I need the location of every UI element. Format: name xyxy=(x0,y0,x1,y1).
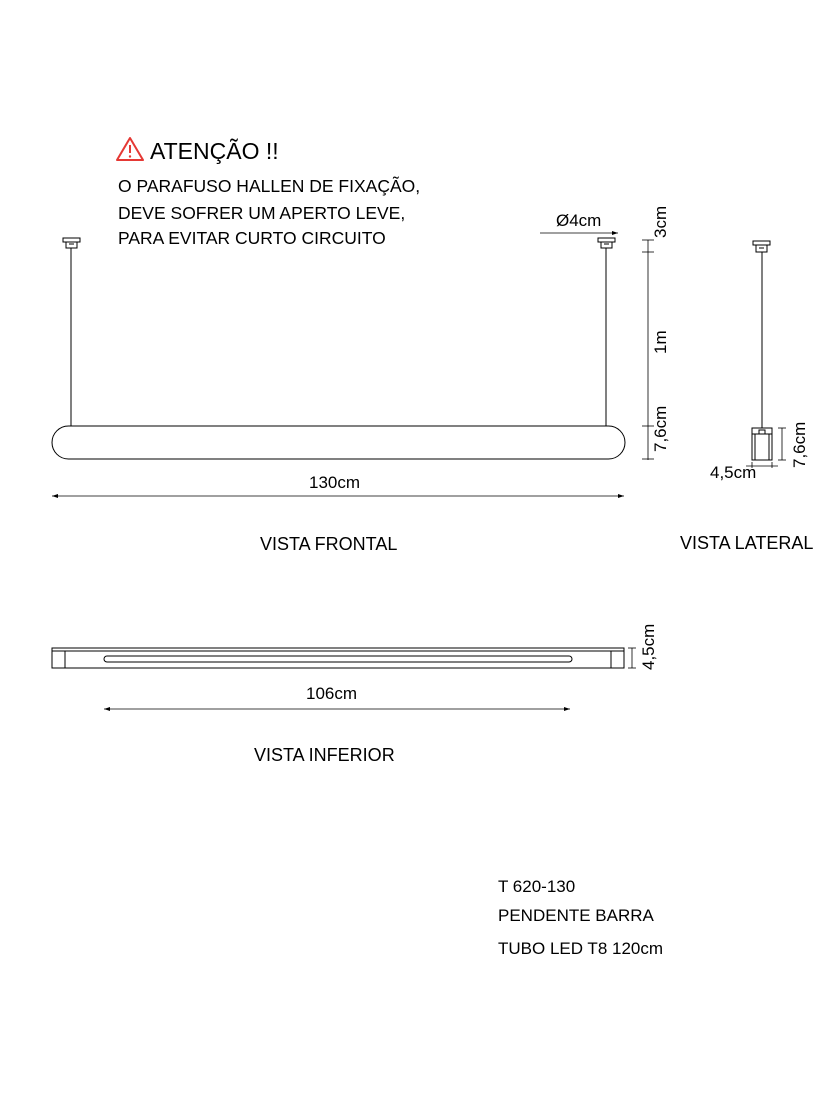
bottom-depth-label: 4,5cm xyxy=(639,623,658,670)
cable-length-label: 1m xyxy=(651,330,670,354)
left-canopy xyxy=(63,238,80,248)
warning-title: ATENÇÃO !! xyxy=(150,138,279,164)
warning-line-2: DEVE SOFRER UM APERTO LEVE, xyxy=(118,203,406,223)
front-view-label: VISTA FRONTAL xyxy=(260,534,398,554)
side-view-drawing xyxy=(746,241,786,468)
led-slot xyxy=(104,656,572,662)
front-bar-body xyxy=(52,426,625,459)
total-width-label: 130cm xyxy=(309,473,361,492)
canopy-height-label: 3cm xyxy=(651,205,670,238)
led-length-label: 106cm xyxy=(306,684,358,703)
warning-line-1: O PARAFUSO HALLEN DE FIXAÇÃO, xyxy=(118,176,421,196)
side-height-label: 7,6cm xyxy=(790,421,809,468)
product-name: PENDENTE BARRA xyxy=(498,906,654,925)
warning-line-3: PARA EVITAR CURTO CIRCUITO xyxy=(118,228,386,248)
side-width-label: 4,5cm xyxy=(710,463,757,482)
front-body-height-label: 7,6cm xyxy=(651,405,670,452)
front-view-drawing xyxy=(52,228,654,498)
side-view-label: VISTA LATERAL xyxy=(680,533,814,553)
product-lamp: TUBO LED T8 120cm xyxy=(498,939,664,958)
product-code: T 620-130 xyxy=(498,877,576,896)
diameter-label: Ø4cm xyxy=(556,211,602,230)
bottom-view-label: VISTA INFERIOR xyxy=(254,745,395,765)
warning-triangle-icon xyxy=(117,138,143,160)
right-canopy xyxy=(598,238,615,248)
